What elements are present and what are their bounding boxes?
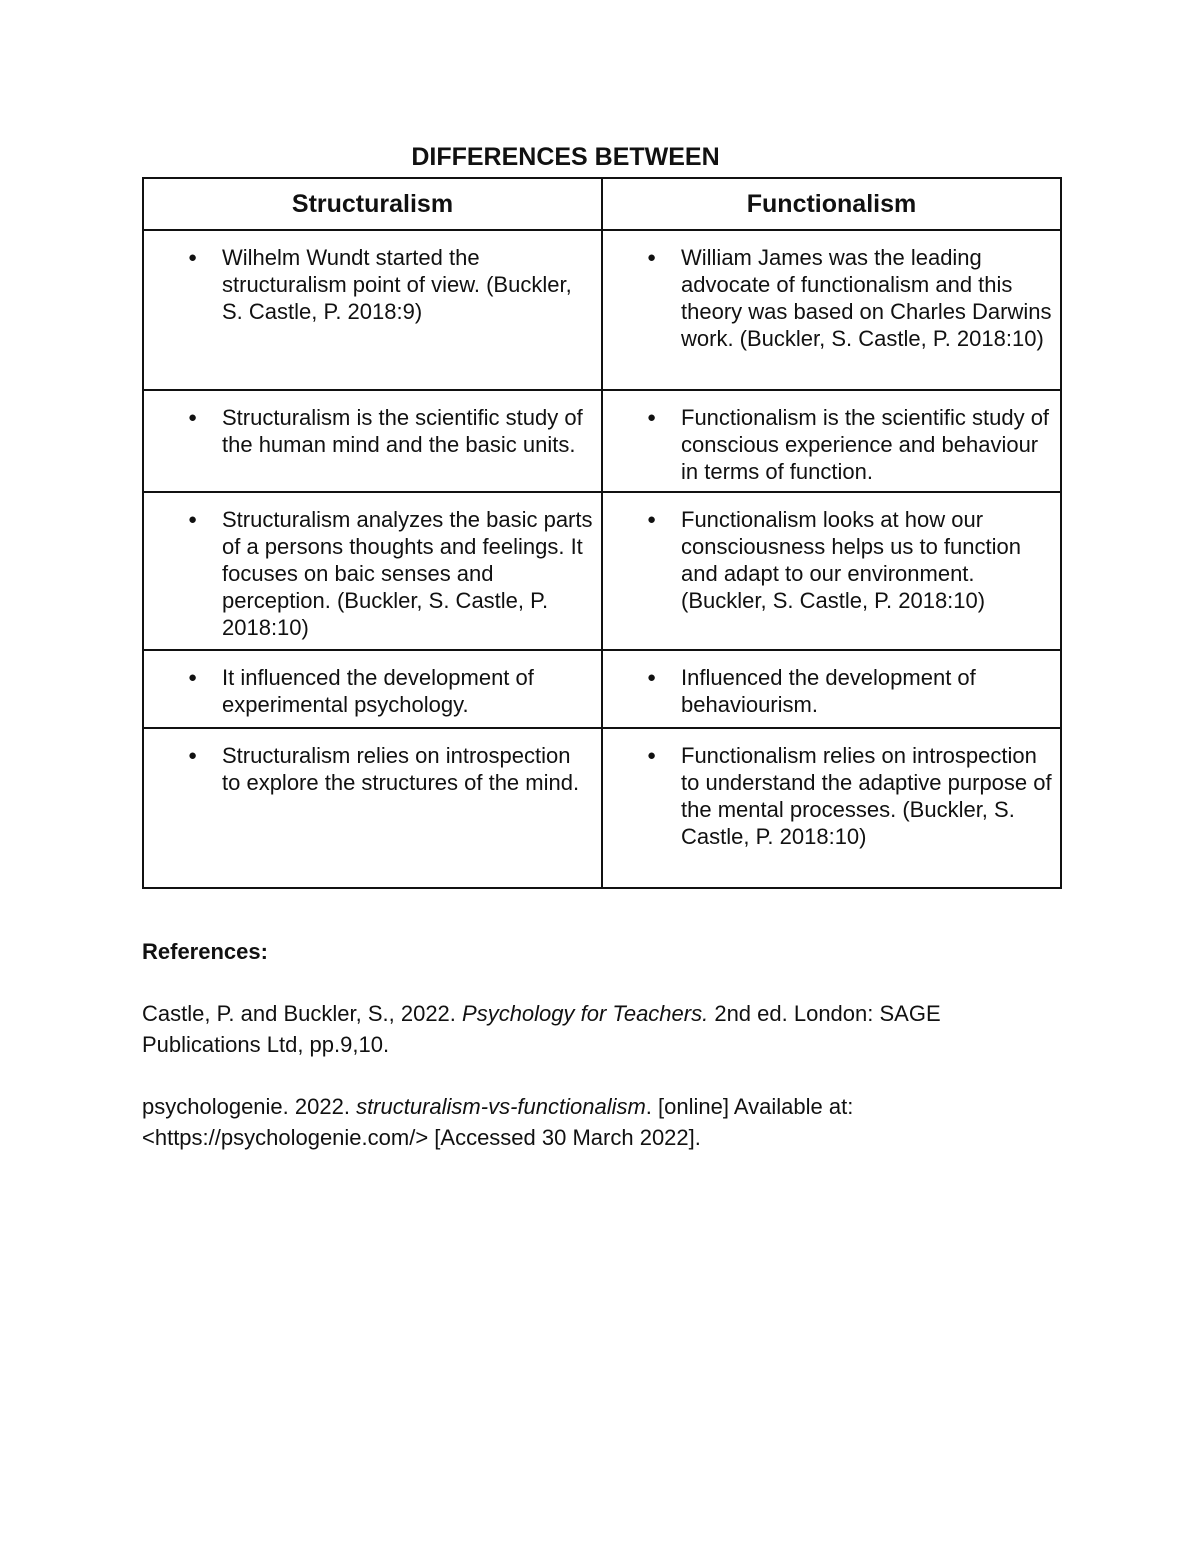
cell-text: Functionalism is the scientific study of conscious experience and behaviour in terms of function. bbox=[681, 405, 1050, 484]
structuralism-cell bbox=[143, 492, 602, 650]
header-functionalism: Functionalism bbox=[602, 178, 1061, 230]
cell-text: Influenced the development of behaviourism. bbox=[681, 665, 976, 717]
reference-text: 2nd ed. London: SAGE Publications Ltd, pp.9,10. bbox=[142, 1001, 941, 1057]
cell-text: William James was the leading advocate of functionalism and this theory was based on Charles Darwins work. (Buckler, S. Castle, P. 2018:10) bbox=[681, 245, 1052, 351]
bullet-icon: ● bbox=[647, 249, 657, 266]
reference-entry bbox=[142, 998, 1042, 1060]
cell-text: Structuralism analyzes the basic parts of a persons thoughts and feelings. It focuses on baic senses and perception. (Buckler, S. Castle, P. 2018:10) bbox=[222, 507, 593, 640]
table-row bbox=[143, 492, 1061, 650]
references-heading: References: bbox=[142, 939, 268, 964]
functionalism-cell bbox=[602, 650, 1061, 728]
bullet-icon: ● bbox=[188, 409, 198, 426]
reference-entry bbox=[142, 1091, 1042, 1153]
bullet-icon: ● bbox=[188, 511, 198, 528]
functionalism-cell bbox=[602, 728, 1061, 888]
header-structuralism: Structuralism bbox=[143, 178, 602, 230]
structuralism-cell bbox=[143, 230, 602, 390]
page-title: DIFFERENCES BETWEEN bbox=[411, 143, 720, 171]
cell-text: It influenced the development of experimental psychology. bbox=[222, 665, 534, 717]
reference-text: psychologenie. 2022. bbox=[142, 1094, 357, 1119]
comparison-table bbox=[142, 177, 1062, 889]
table-row bbox=[143, 728, 1061, 888]
functionalism-cell bbox=[602, 492, 1061, 650]
reference-text: . [online] Available at: <https://psychologenie.com/> [Accessed 30 March 2022]. bbox=[142, 1094, 854, 1150]
table-header-row bbox=[143, 178, 1061, 230]
table-row bbox=[143, 390, 1061, 492]
cell-text: Functionalism relies on introspection to understand the adaptive purpose of the mental processes. (Buckler, S. Castle, P. 2018:10) bbox=[681, 743, 1052, 849]
cell-text: Structuralism relies on introspection to explore the structures of the mind. bbox=[222, 743, 580, 795]
cell-text: Structuralism is the scientific study of the human mind and the basic units. bbox=[222, 405, 583, 457]
bullet-icon: ● bbox=[647, 511, 657, 528]
functionalism-cell bbox=[602, 230, 1061, 390]
bullet-icon: ● bbox=[188, 669, 198, 686]
bullet-icon: ● bbox=[188, 747, 198, 764]
bullet-icon: ● bbox=[647, 669, 657, 686]
structuralism-cell bbox=[143, 650, 602, 728]
cell-text: Wilhelm Wundt started the structuralism point of view. (Buckler, S. Castle, P. 2018:9) bbox=[222, 245, 572, 324]
reference-text: Castle, P. and Buckler, S., 2022. bbox=[142, 1001, 463, 1026]
references-section bbox=[142, 936, 1042, 1184]
table-row bbox=[143, 650, 1061, 728]
reference-title: Psychology for Teachers. bbox=[462, 1001, 709, 1026]
functionalism-cell bbox=[602, 390, 1061, 492]
structuralism-cell bbox=[143, 390, 602, 492]
reference-title: structuralism-vs-functionalism bbox=[356, 1094, 646, 1119]
bullet-icon: ● bbox=[647, 747, 657, 764]
structuralism-cell bbox=[143, 728, 602, 888]
cell-text: Functionalism looks at how our consciousness helps us to function and adapt to our environment. (Buckler, S. Castle, P. 2018:10) bbox=[681, 507, 1021, 613]
table-row bbox=[143, 230, 1061, 390]
bullet-icon: ● bbox=[188, 249, 198, 266]
bullet-icon: ● bbox=[647, 409, 657, 426]
